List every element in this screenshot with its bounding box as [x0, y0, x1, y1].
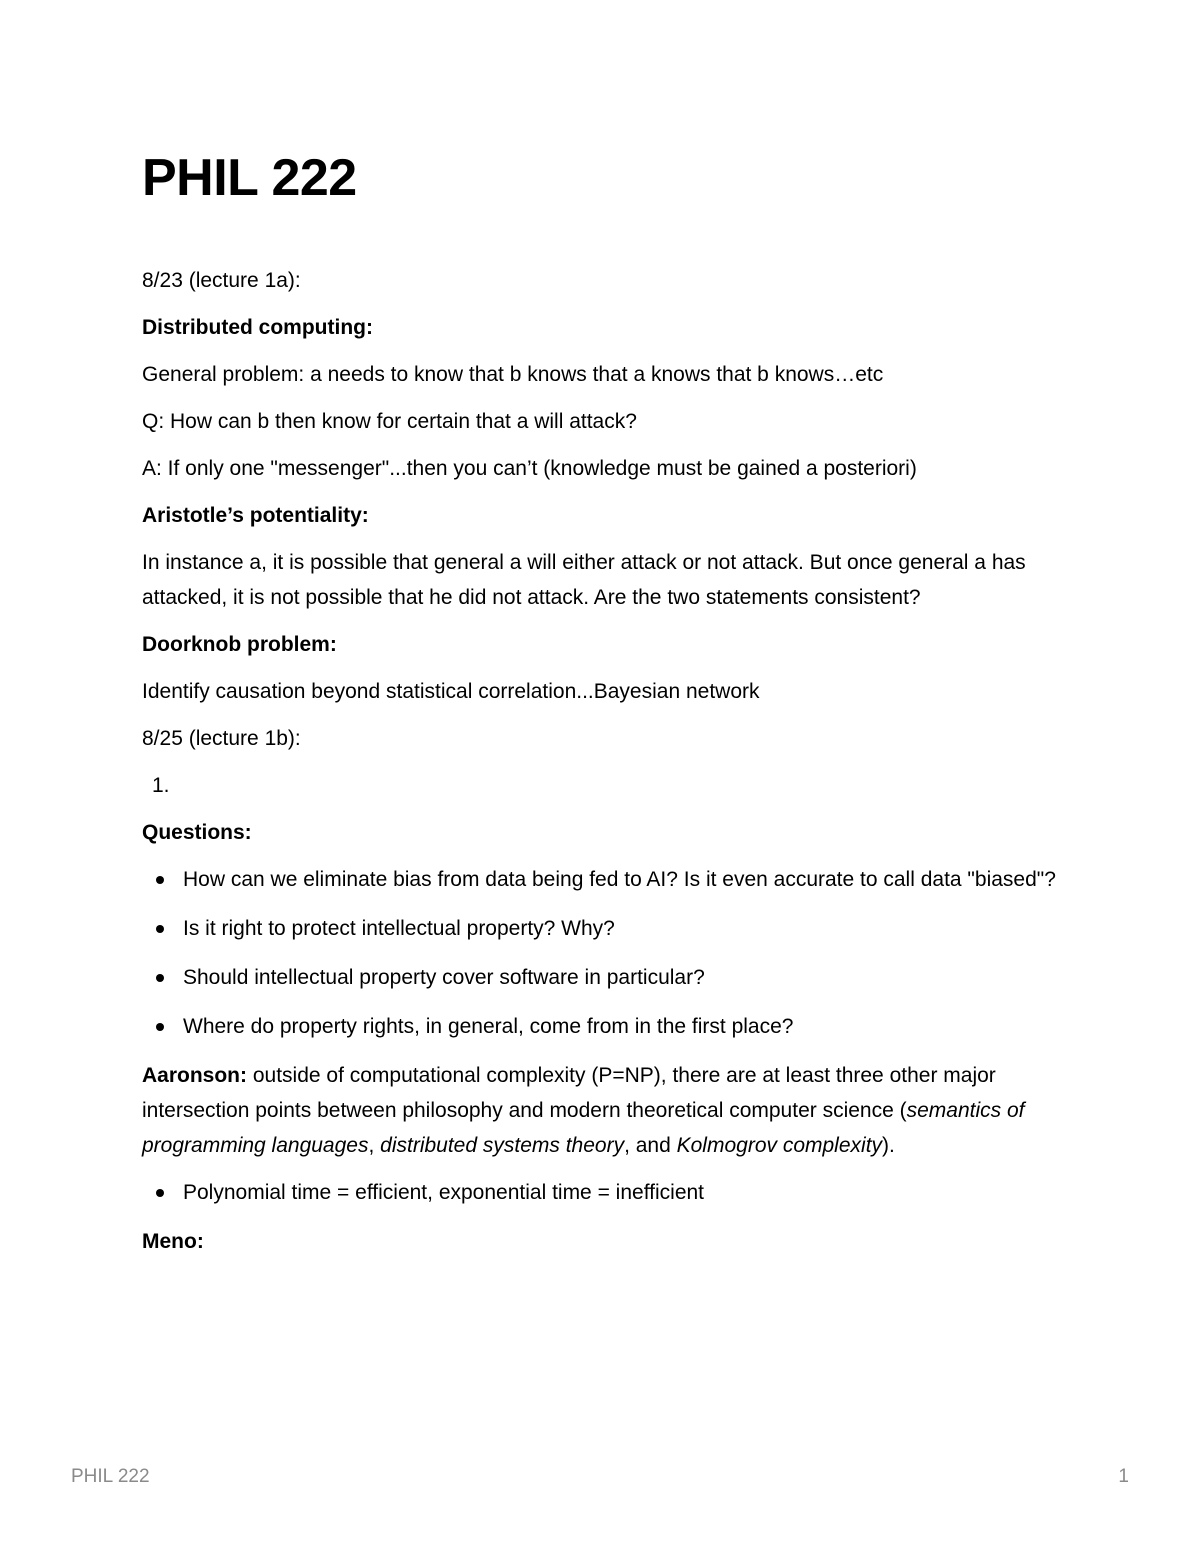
document-body — [142, 148, 1062, 1271]
list-item — [142, 960, 1062, 995]
numbered-list-item: 1. — [152, 774, 170, 797]
bullet-icon — [156, 1023, 164, 1031]
aaronson-text-1: outside of computational complexity (P=NP), there are at least three other major intersection points between philosophy and modern theoretical computer science ( — [142, 1064, 996, 1122]
aristotle-heading: Aristotle’s potentiality: — [142, 504, 369, 527]
list-item-text: Should intellectual property cover software in particular? — [183, 966, 705, 989]
distributed-computing-heading: Distributed computing: — [142, 316, 373, 339]
doorknob-body: Identify causation beyond statistical correlation...Bayesian network — [142, 680, 760, 703]
list-item-text: Is it right to protect intellectual property? Why? — [183, 917, 615, 940]
lecture-1a-date: 8/23 (lecture 1a): — [142, 269, 301, 292]
list-item — [142, 911, 1062, 946]
questions-list — [142, 862, 1062, 1044]
page-number: 1 — [1118, 1466, 1129, 1487]
list-item-text: Where do property rights, in general, come from in the first place? — [183, 1015, 794, 1038]
page-title: PHIL 222 — [142, 149, 357, 207]
doorknob-heading: Doorknob problem: — [142, 633, 337, 656]
list-item-text: Polynomial time = efficient, exponential time = inefficient — [183, 1181, 705, 1204]
bullet-icon — [156, 876, 164, 884]
distributed-line-2: Q: How can b then know for certain that a will attack? — [142, 410, 637, 433]
list-item — [142, 1009, 1062, 1044]
aristotle-body: In instance a, it is possible that general a will either attack or not attack. But once general a has attacked, it is not possible that he did not attack. Are the two statements consistent? — [142, 551, 1026, 609]
bullet-icon — [156, 925, 164, 933]
aaronson-paragraph — [142, 1058, 1062, 1163]
aaronson-text-2: , — [368, 1134, 381, 1157]
aaronson-emphasis-1: semantics of programming languages — [142, 1099, 1025, 1157]
aaronson-label: Aaronson: — [142, 1064, 247, 1087]
bullet-icon — [156, 974, 164, 982]
aaronson-emphasis-2: distributed systems theory — [380, 1134, 625, 1157]
list-item — [142, 1175, 1062, 1210]
questions-heading: Questions: — [142, 821, 252, 844]
distributed-line-1: General problem: a needs to know that b knows that a knows that b knows…etc — [142, 363, 884, 386]
distributed-line-3: A: If only one "messenger"...then you can’t (knowledge must be gained a posteriori) — [142, 457, 917, 480]
list-item — [142, 862, 1062, 897]
bullet-icon — [156, 1189, 164, 1197]
list-item-text: How can we eliminate bias from data being fed to AI? Is it even accurate to call data "biased"? — [183, 868, 1056, 891]
meno-heading: Meno: — [142, 1230, 204, 1253]
aaronson-list — [142, 1175, 1062, 1210]
footer-title: PHIL 222 — [71, 1466, 150, 1487]
lecture-1b-date: 8/25 (lecture 1b): — [142, 727, 301, 750]
aaronson-text-3: , and — [624, 1134, 677, 1157]
aaronson-emphasis-3: Kolmogrov complexity — [676, 1134, 883, 1157]
aaronson-text-4: ). — [882, 1134, 895, 1157]
